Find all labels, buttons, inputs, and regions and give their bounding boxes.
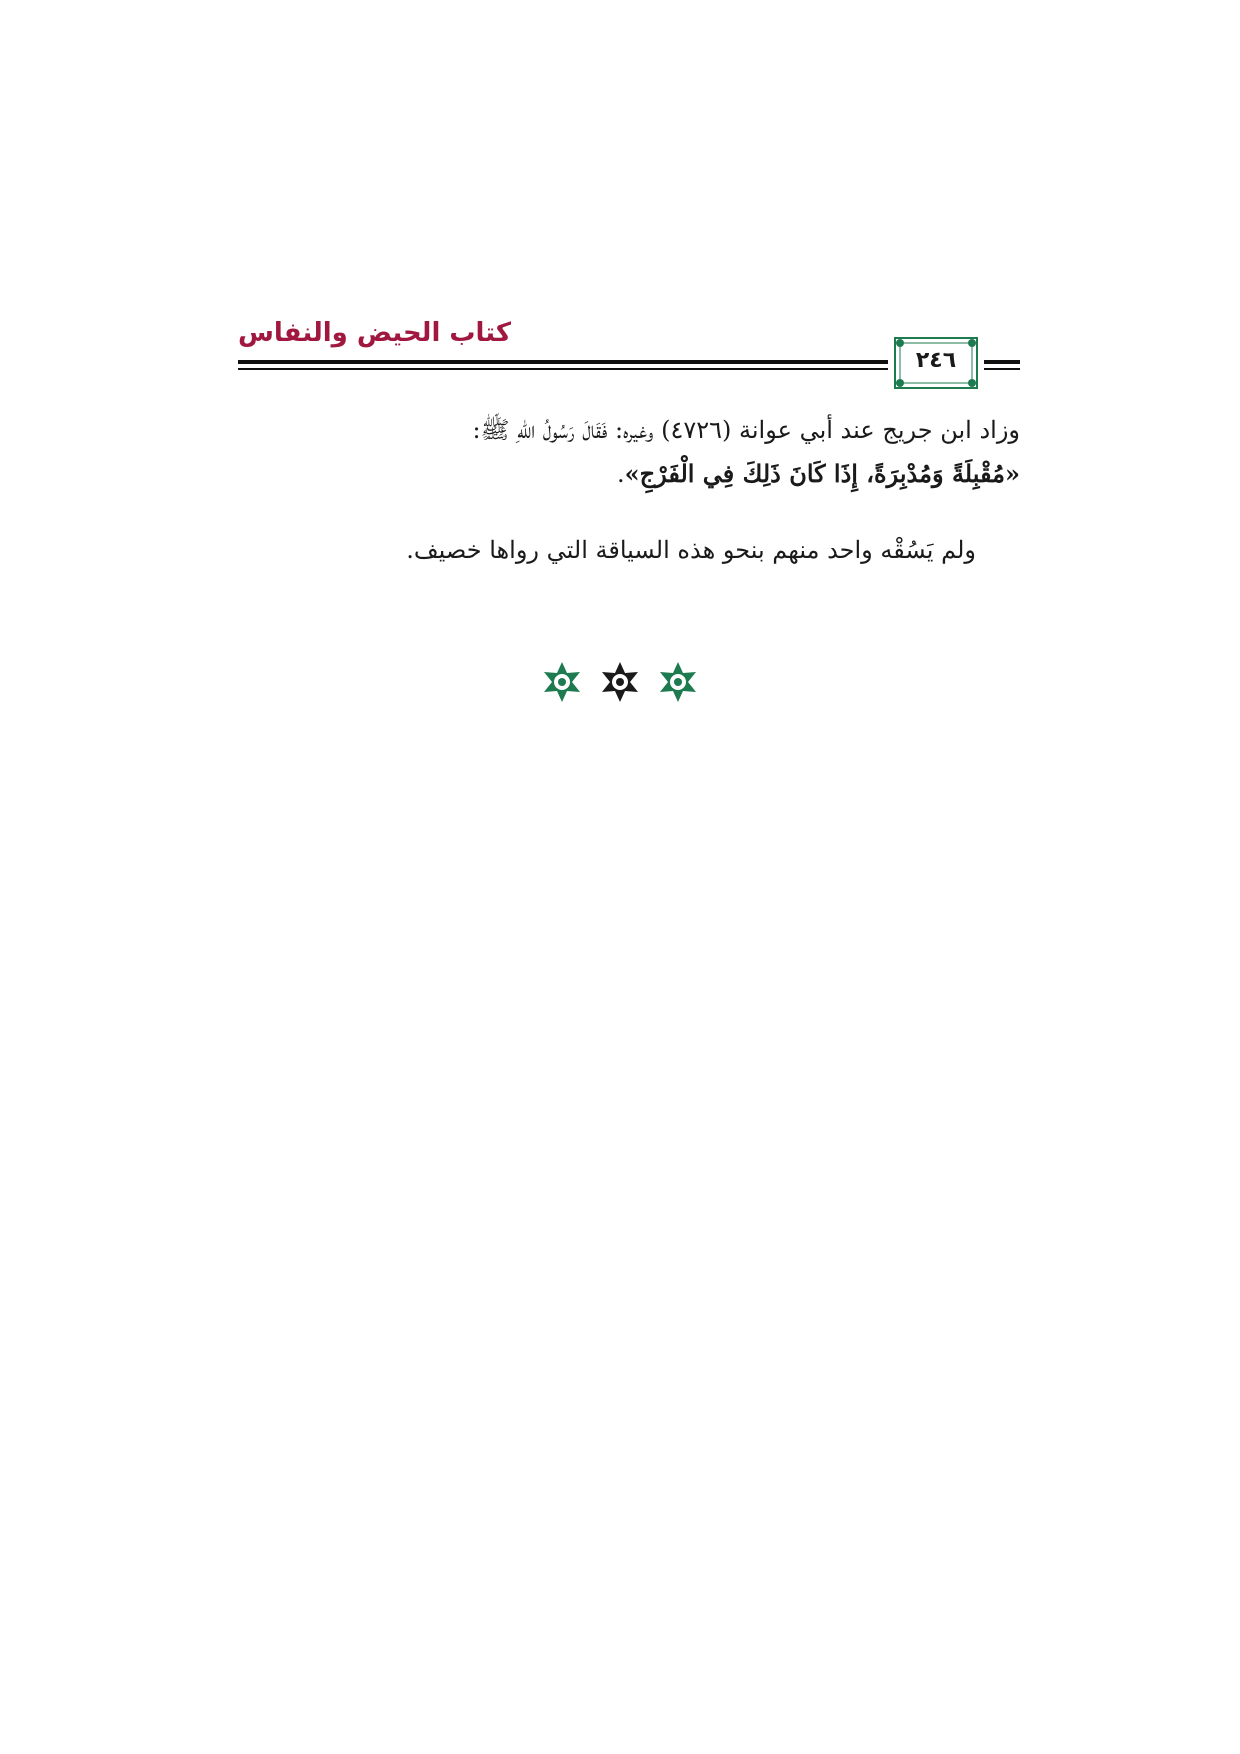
hadith-paragraph [200,408,1020,496]
flower-ornament-icon [598,660,642,704]
quote-period: . [616,460,625,488]
header-rule-end [984,360,1020,372]
header-rule [238,360,888,372]
page-number: ٢٤٦ [915,348,957,373]
chapter-title: كتاب الحيض والنفاس [238,318,512,348]
page-header [238,318,1020,390]
flower-ornament-icon [656,660,700,704]
commentary-paragraph: ولم يَسُقْه واحد منهم بنحو هذه السياقة التي رواها خصيف. [406,536,976,564]
prophetic-quote: «مُقْبِلَةً وَمُدْبِرَةً، إِذَا كَانَ ذَلِكَ فِي الْفَرْجِ» [624,459,1020,488]
quote-line [200,452,1020,496]
section-separator [540,660,700,706]
page-number-frame [893,336,979,390]
narration-line: وزاد ابن جريج عند أبي عوانة (٤٧٢٦) وغيره: فَقَالَ رَسُولُ اللهِ ﷺ: [472,416,1020,444]
flower-ornament-icon [540,660,584,704]
